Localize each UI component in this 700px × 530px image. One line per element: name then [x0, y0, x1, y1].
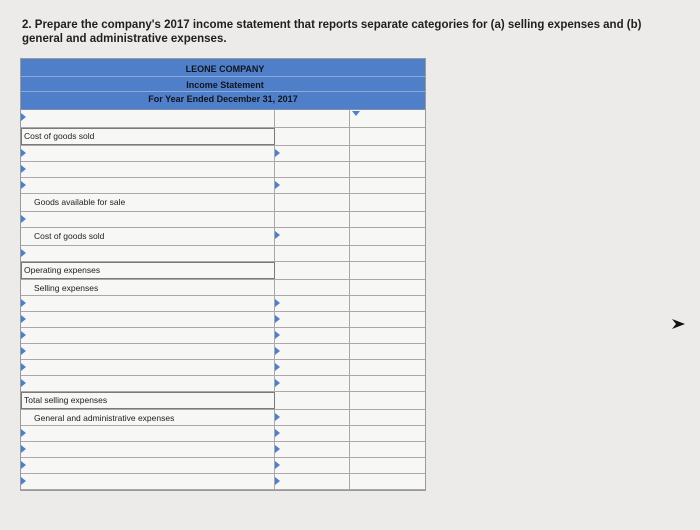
total-input-cell[interactable] [350, 442, 425, 457]
input-marker-icon [275, 315, 280, 323]
table-row [21, 392, 425, 410]
total-input-cell[interactable] [350, 376, 425, 391]
row-label: Cost of goods sold [24, 131, 95, 141]
amount-input-cell[interactable] [275, 280, 350, 295]
dropdown-marker-icon[interactable] [21, 299, 26, 307]
input-marker-icon [275, 149, 280, 157]
total-input-cell[interactable] [350, 392, 425, 409]
row-label-cell[interactable] [21, 474, 275, 489]
row-label-cell[interactable] [21, 262, 275, 279]
mouse-cursor-icon [672, 318, 686, 330]
table-row [21, 360, 425, 376]
input-marker-icon [275, 231, 280, 239]
table-row [21, 376, 425, 392]
table-row [21, 246, 425, 262]
row-label-cell[interactable] [21, 328, 275, 343]
input-marker-icon [352, 111, 360, 116]
amount-input-cell[interactable] [275, 228, 350, 245]
table-row [21, 162, 425, 178]
total-input-cell[interactable] [350, 162, 425, 177]
row-label-cell[interactable] [21, 344, 275, 359]
dropdown-marker-icon[interactable] [21, 315, 26, 323]
amount-input-cell[interactable] [275, 312, 350, 327]
input-marker-icon [275, 477, 280, 485]
input-marker-icon [275, 363, 280, 371]
dropdown-marker-icon[interactable] [21, 347, 26, 355]
amount-input-cell[interactable] [275, 344, 350, 359]
total-input-cell[interactable] [350, 344, 425, 359]
dropdown-marker-icon[interactable] [21, 445, 26, 453]
total-input-cell[interactable] [350, 312, 425, 327]
income-statement-worksheet [20, 58, 426, 491]
dropdown-marker-icon[interactable] [21, 215, 26, 223]
table-row [21, 194, 425, 212]
row-label-cell[interactable] [21, 194, 275, 211]
amount-input-cell[interactable] [275, 360, 350, 375]
row-label: Cost of goods sold [34, 231, 105, 241]
row-label-cell[interactable] [21, 246, 275, 261]
row-label: Operating expenses [24, 265, 101, 275]
row-label: Selling expenses [34, 283, 99, 293]
input-marker-icon [275, 461, 280, 469]
amount-input-cell[interactable] [275, 376, 350, 391]
total-input-cell[interactable] [350, 228, 425, 245]
dropdown-marker-icon[interactable] [21, 429, 26, 437]
total-input-cell[interactable] [350, 474, 425, 489]
row-label-cell[interactable] [21, 442, 275, 457]
total-input-cell[interactable] [350, 110, 425, 127]
row-label: Total selling expenses [24, 395, 108, 405]
input-marker-icon [275, 181, 280, 189]
dropdown-marker-icon[interactable] [21, 461, 26, 469]
row-label-cell[interactable] [21, 296, 275, 311]
company-name: LEONE COMPANY [185, 64, 265, 74]
amount-input-cell[interactable] [275, 146, 350, 161]
total-input-cell[interactable] [350, 128, 425, 145]
row-label-cell[interactable] [21, 146, 275, 161]
row-label-cell[interactable] [21, 410, 275, 425]
table-row [21, 312, 425, 328]
total-input-cell[interactable] [350, 262, 425, 279]
amount-input-cell[interactable] [275, 426, 350, 441]
row-label: General and administrative expenses [34, 413, 175, 423]
amount-input-cell[interactable] [275, 392, 350, 409]
amount-input-cell[interactable] [275, 262, 350, 279]
total-input-cell[interactable] [350, 410, 425, 425]
statement-rows [21, 110, 425, 490]
amount-input-cell[interactable] [275, 442, 350, 457]
question-text [22, 18, 682, 46]
dropdown-marker-icon[interactable] [21, 477, 26, 485]
total-input-cell[interactable] [350, 458, 425, 473]
table-row [21, 128, 425, 146]
input-marker-icon [275, 413, 280, 421]
row-label-cell[interactable] [21, 392, 275, 409]
amount-input-cell[interactable] [275, 128, 350, 145]
table-row [21, 228, 425, 246]
table-row [21, 280, 425, 296]
amount-input-cell[interactable] [275, 162, 350, 177]
row-label-cell[interactable] [21, 228, 275, 245]
row-label-cell[interactable] [21, 426, 275, 441]
row-label-cell[interactable] [21, 110, 275, 127]
total-input-cell[interactable] [350, 328, 425, 343]
table-row [21, 296, 425, 312]
total-input-cell[interactable] [350, 246, 425, 261]
table-row [21, 426, 425, 442]
statement-header [21, 59, 425, 110]
dropdown-marker-icon[interactable] [21, 165, 26, 173]
question-prompt: 2. Prepare the company's 2017 income statement that reports separate categories for (a) selling expenses and (b) general and administrative expenses. [22, 19, 642, 45]
amount-input-cell[interactable] [275, 246, 350, 261]
row-label-cell[interactable] [21, 178, 275, 193]
input-marker-icon [275, 429, 280, 437]
amount-input-cell[interactable] [275, 194, 350, 211]
total-input-cell[interactable] [350, 212, 425, 227]
row-label-cell[interactable] [21, 162, 275, 177]
table-row [21, 474, 425, 490]
input-marker-icon [275, 379, 280, 387]
amount-input-cell[interactable] [275, 178, 350, 193]
amount-input-cell[interactable] [275, 110, 350, 127]
total-input-cell[interactable] [350, 194, 425, 211]
input-marker-icon [275, 299, 280, 307]
table-row [21, 212, 425, 228]
input-marker-icon [275, 347, 280, 355]
row-label-cell[interactable] [21, 458, 275, 473]
row-label-cell[interactable] [21, 280, 275, 295]
dropdown-marker-icon[interactable] [21, 363, 26, 371]
table-row [21, 110, 425, 128]
input-marker-icon [275, 331, 280, 339]
table-row [21, 146, 425, 162]
dropdown-marker-icon[interactable] [21, 181, 26, 189]
table-row [21, 442, 425, 458]
total-input-cell[interactable] [350, 360, 425, 375]
amount-input-cell[interactable] [275, 410, 350, 425]
amount-input-cell[interactable] [275, 458, 350, 473]
row-label: Goods available for sale [34, 197, 126, 207]
row-label-cell[interactable] [21, 212, 275, 227]
amount-input-cell[interactable] [275, 296, 350, 311]
dropdown-marker-icon[interactable] [21, 249, 26, 257]
table-row [21, 344, 425, 360]
dropdown-marker-icon[interactable] [21, 149, 26, 157]
row-label-cell[interactable] [21, 312, 275, 327]
row-label-cell[interactable] [21, 376, 275, 391]
input-marker-icon [275, 445, 280, 453]
total-input-cell[interactable] [350, 296, 425, 311]
total-input-cell[interactable] [350, 146, 425, 161]
amount-input-cell[interactable] [275, 474, 350, 489]
table-row [21, 178, 425, 194]
table-row [21, 458, 425, 474]
statement-title: Income Statement [186, 80, 264, 90]
table-row [21, 410, 425, 426]
table-row [21, 262, 425, 280]
amount-input-cell[interactable] [275, 212, 350, 227]
dropdown-marker-icon[interactable] [21, 331, 26, 339]
amount-input-cell[interactable] [275, 328, 350, 343]
total-input-cell[interactable] [350, 280, 425, 295]
total-input-cell[interactable] [350, 426, 425, 441]
statement-period: For Year Ended December 31, 2017 [148, 94, 298, 104]
dropdown-marker-icon[interactable] [21, 113, 26, 121]
total-input-cell[interactable] [350, 178, 425, 193]
table-row [21, 328, 425, 344]
row-label-cell[interactable] [21, 360, 275, 375]
dropdown-marker-icon[interactable] [21, 379, 26, 387]
row-label-cell[interactable] [21, 128, 275, 145]
